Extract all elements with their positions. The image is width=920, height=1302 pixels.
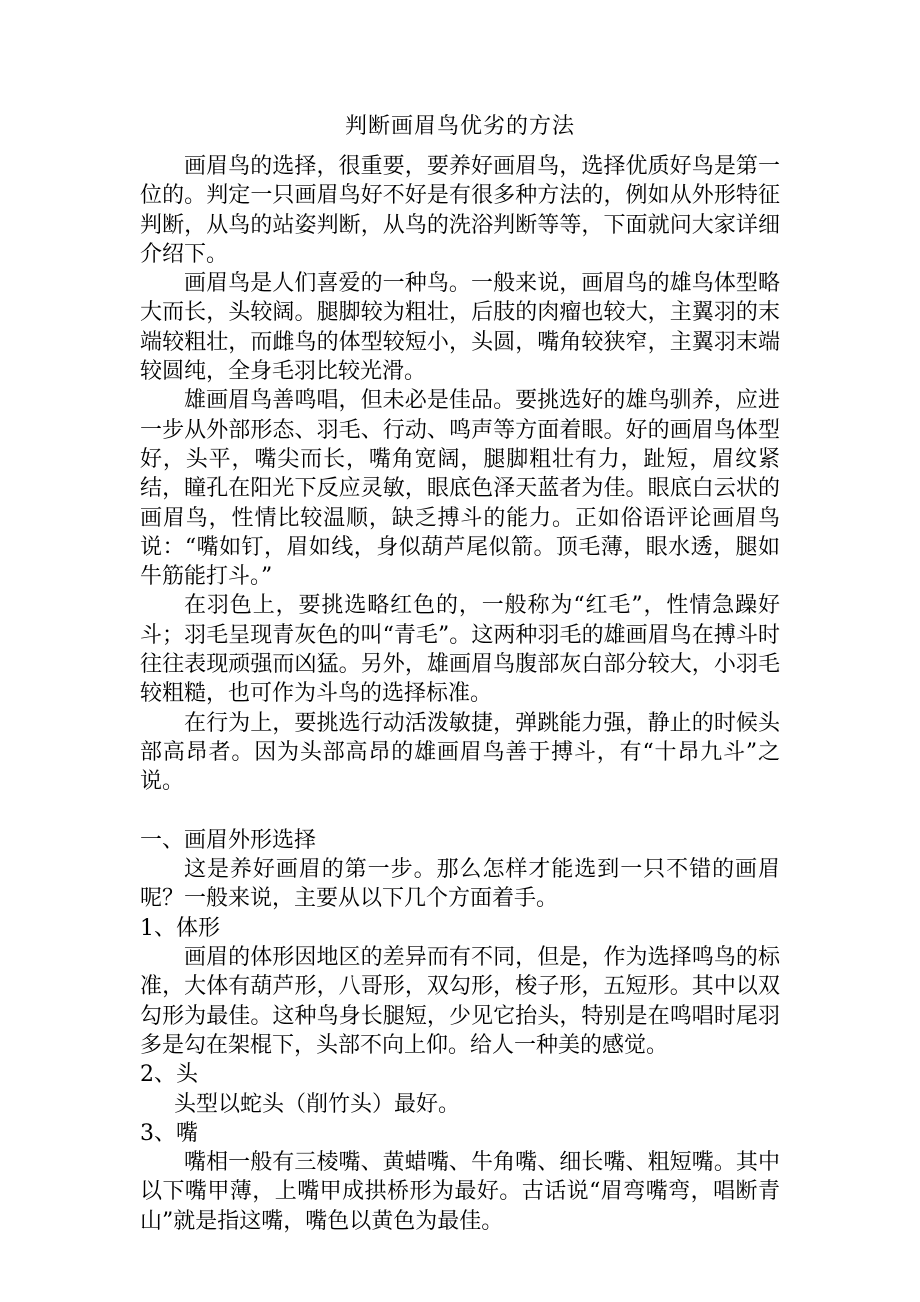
paragraph-gender-features: 画眉鸟是人们喜爱的一种鸟。一般来说，画眉鸟的雄鸟体型略大而长，头较阔。腿脚较为粗壮，后肢的肉瘤也较大，主翼羽的末端较粗壮，而雌鸟的体型较短小，头圆，嘴角较狭窄，主翼羽末端较圆纯，全身毛羽比较光滑。 [140, 271, 780, 385]
paragraph-feather-color: 在羽色上，要挑选略红色的，一般称为“红毛”，性情急躁好斗；羽毛呈现青灰色的叫“青毛”。这两种羽毛的雄画眉鸟在搏斗时往往表现顽强而凶猛。另外，雄画眉鸟腹部灰白部分较大，小羽毛较粗糙，也可作为斗鸟的选择标准。 [140, 593, 780, 707]
paragraph-male-selection: 雄画眉鸟善鸣唱，但未必是佳品。要挑选好的雄鸟驯养，应进一步从外部形态、羽毛、行动、鸣声等方面着眼。好的画眉鸟体型好，头平，嘴尖而长，嘴角宽阔，腿脚粗壮有力，趾短，眉纹紧结，瞳孔在阳光下反应灵敏，眼底色泽天蓝者为佳。眼底白云状的画眉鸟，性情比较温顺，缺乏搏斗的能力。正如俗语评论画眉鸟说：“嘴如钉，眉如线，身似葫芦尾似箭。顶毛薄，眼水透，腿如牛筋能打斗。” [140, 388, 780, 590]
item-heading-beak: 3、嘴 [140, 1120, 198, 1146]
document-body [140, 152, 780, 1236]
item-heading-head: 2、头 [140, 1062, 198, 1088]
section-intro-paragraph: 这是养好画眉的第一步。那么怎样才能选到一只不错的画眉呢？一般来说，主要从以下几个方面着手。 [140, 857, 780, 912]
item-text-head: 头型以蛇头（削竹头）最好。 [174, 1091, 461, 1117]
paragraph-behavior: 在行为上，要挑选行动活泼敏捷，弹跳能力强，静止的时候头部高昂者。因为头部高昂的雄画眉鸟善于搏斗，有“十昂九斗”之说。 [140, 710, 780, 795]
blank-line [140, 797, 780, 826]
item-text-body-shape: 画眉的体形因地区的差异而有不同，但是，作为选择鸣鸟的标准，大体有葫芦形，八哥形，双勾形，梭子形，五短形。其中以双勾形为最佳。这种鸟身长腿短，少见它抬头，特别是在鸣唱时尾羽多是勾在架棍下，头部不向上仰。给人一种美的感觉。 [140, 945, 780, 1058]
item-heading-body-shape: 1、体形 [140, 915, 220, 941]
item-text-beak: 嘴相一般有三棱嘴、黄蜡嘴、牛角嘴、细长嘴、粗短嘴。其中以下嘴甲薄，上嘴甲成拱桥形为最好。古话说“眉弯嘴弯，唱断青山”就是指这嘴，嘴色以黄色为最佳。 [140, 1150, 780, 1234]
document-title: 判断画眉鸟优劣的方法 [344, 114, 575, 139]
section-heading-appearance: 一、画眉外形选择 [140, 827, 317, 853]
paragraph-intro: 画眉鸟的选择，很重要，要养好画眉鸟，选择优质好鸟是第一位的。判定一只画眉鸟好不好是有很多种方法的，例如从外形特征判断，从鸟的站姿判断，从鸟的洗浴判断等等，下面就问大家详细介绍下。 [140, 154, 780, 267]
